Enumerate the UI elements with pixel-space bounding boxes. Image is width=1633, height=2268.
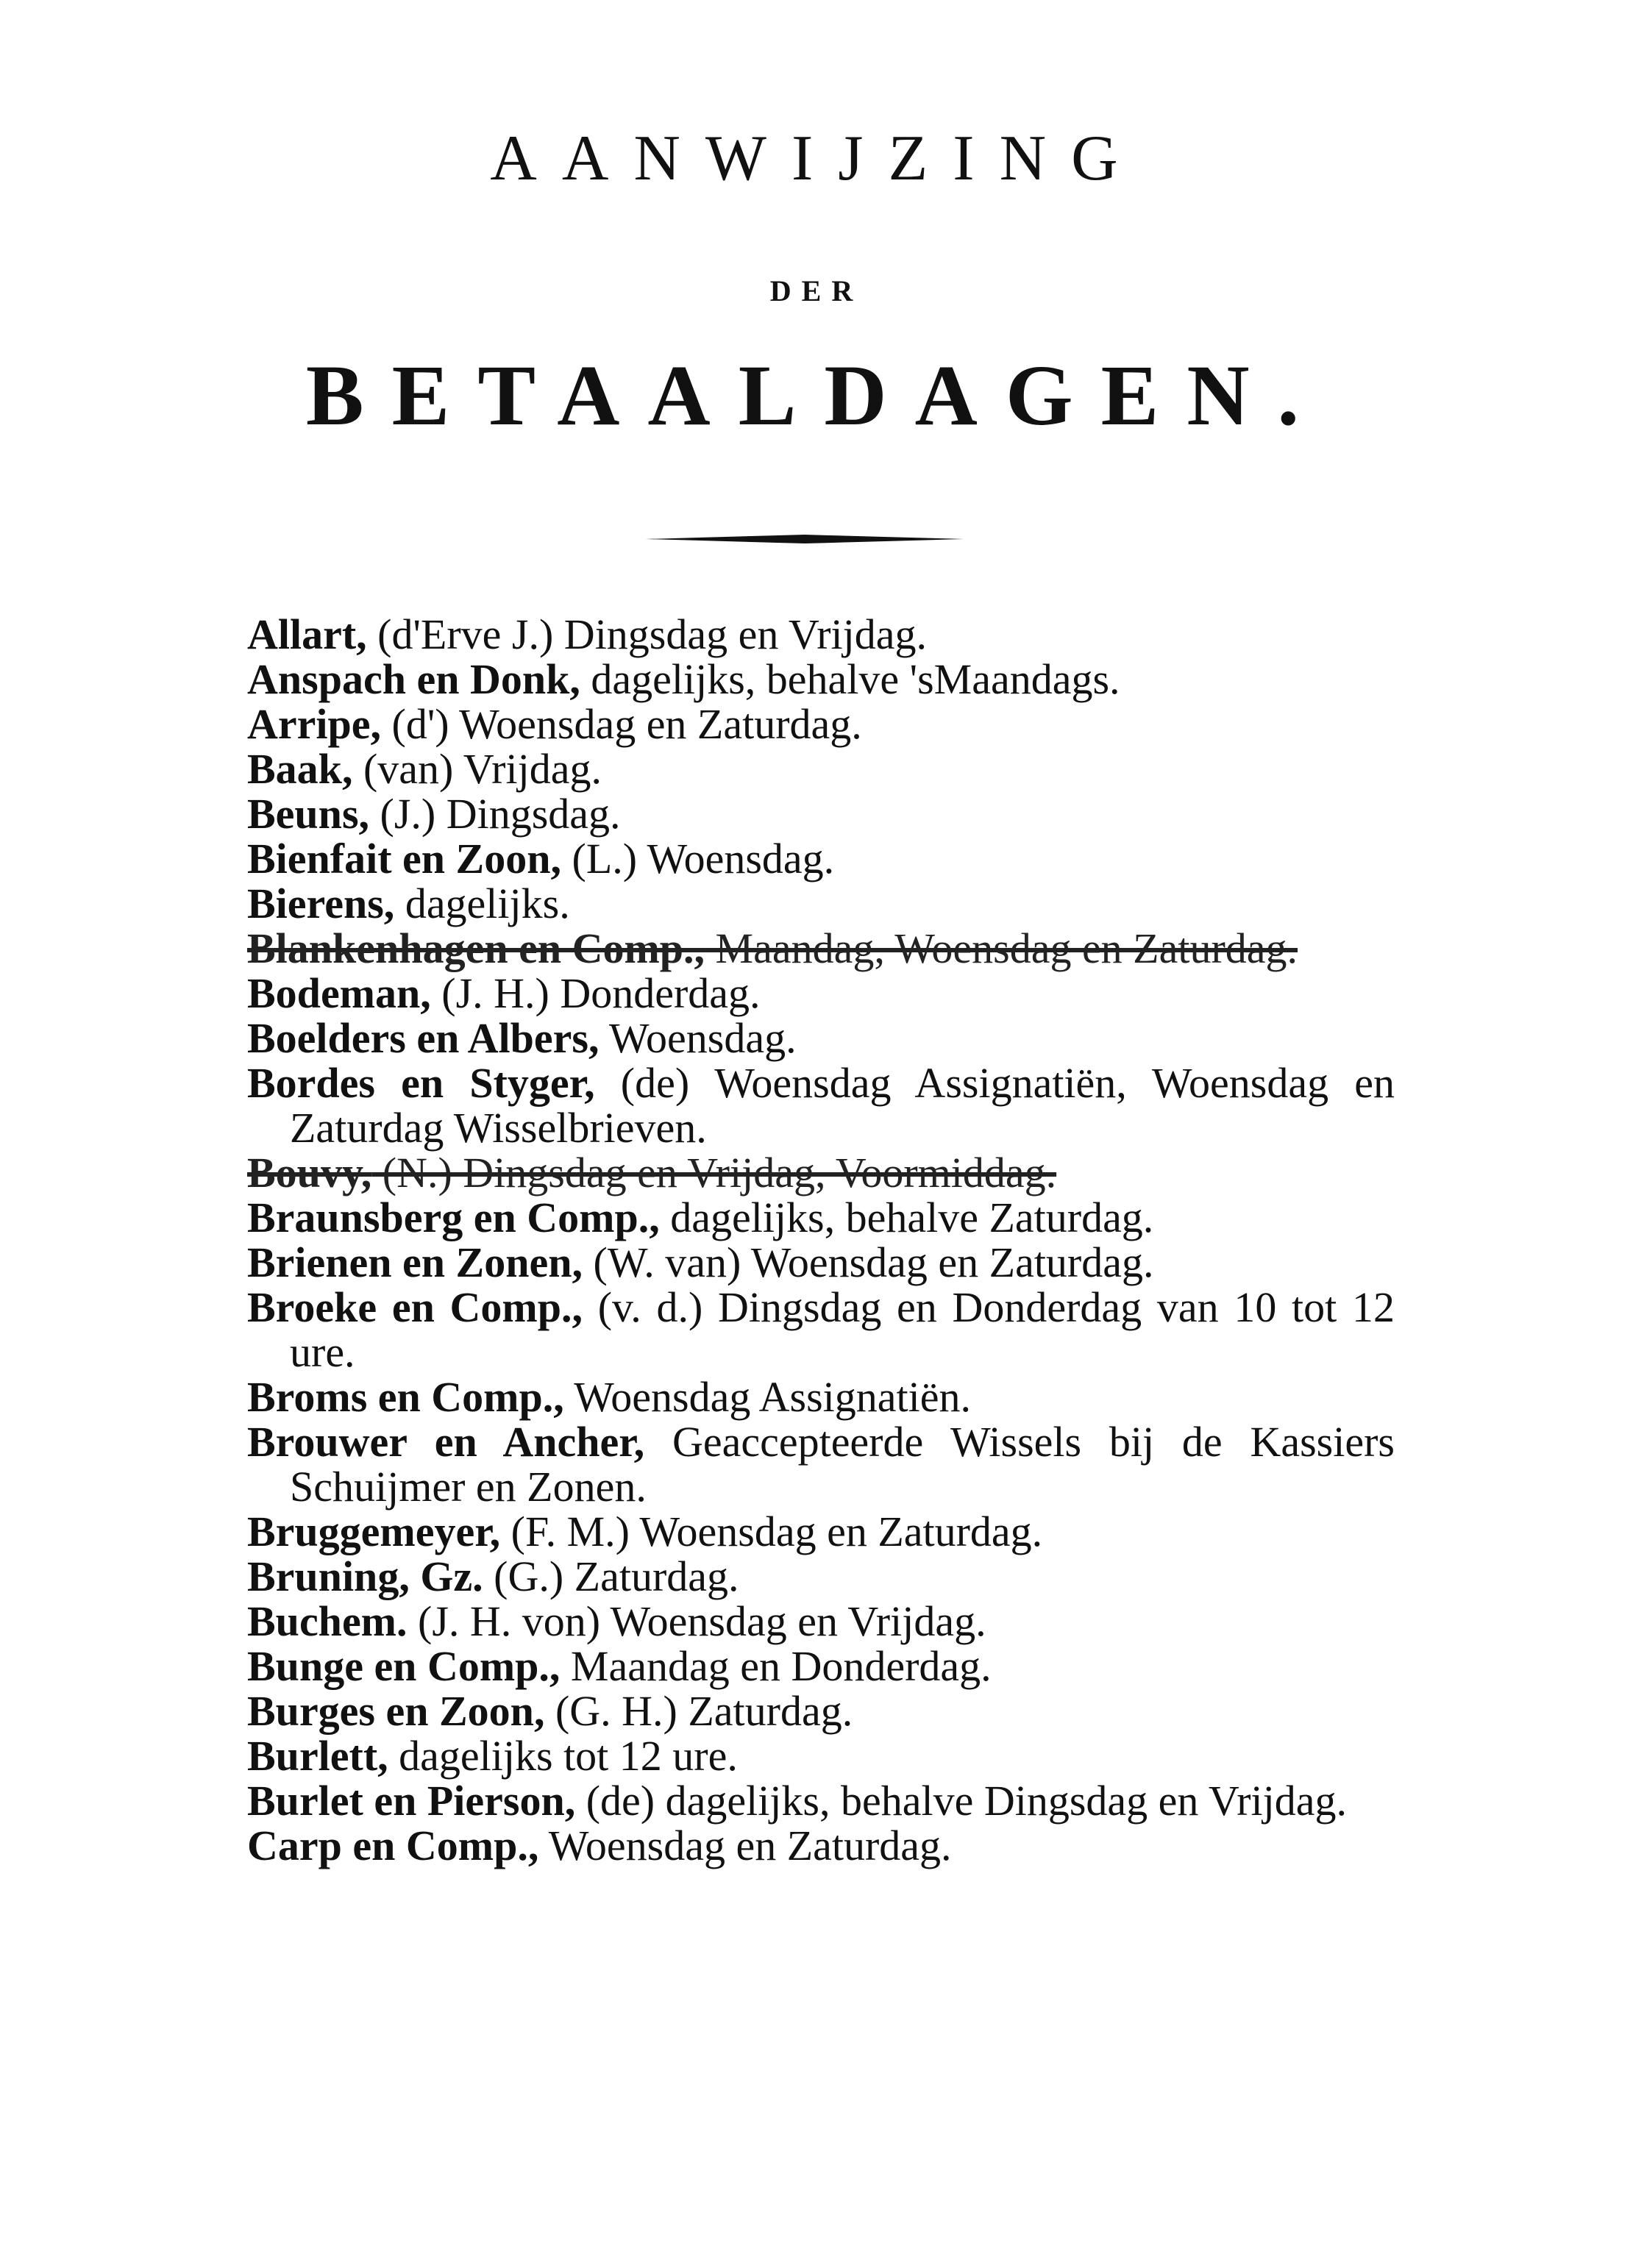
list-item: [247, 1778, 1395, 1823]
entry-detail: Geaccepteerde Wissels bij de Kassiers Schuijmer en Zonen.: [290, 1418, 1395, 1511]
entry-detail: (d') Woensdag en Zaturdag.: [381, 700, 862, 748]
entry-detail: (van) Vrijdag.: [352, 745, 602, 793]
list-item: [247, 657, 1395, 702]
entry-detail: (J. H.) Donderdag.: [430, 969, 761, 1017]
list-item: [247, 612, 1395, 657]
entry-name: Bouvy,: [247, 1149, 372, 1197]
entry-detail: (F. M.) Woensdag en Zaturdag.: [500, 1508, 1043, 1555]
entry-name: Beuns,: [247, 790, 370, 838]
entry-name: Bordes en Styger,: [247, 1059, 595, 1107]
list-item: [247, 791, 1395, 836]
entry-name: Carp en Comp.,: [247, 1822, 539, 1869]
title-line-3: BETAALDAGEN.: [305, 347, 1328, 443]
entry-name: Broeke en Comp.,: [247, 1283, 583, 1331]
list-item: [247, 1733, 1395, 1778]
ornamental-rule: [646, 534, 964, 544]
entry-detail: (G. H.) Zaturdag.: [544, 1687, 853, 1735]
list-item: [247, 1688, 1395, 1733]
entry-name: Burlet en Pierson,: [247, 1777, 576, 1825]
list-item: [247, 1644, 1395, 1688]
list-item: [247, 1195, 1395, 1240]
entry-detail: Woensdag.: [599, 1014, 797, 1062]
entry-name: Burlett,: [247, 1732, 388, 1780]
entry-detail: (N.) Dingsdag en Vrijdag, Voormiddag.: [371, 1149, 1057, 1197]
list-item-struck: [247, 926, 1395, 971]
entry-detail: (J. H. von) Woensdag en Vrijdag.: [407, 1597, 986, 1645]
list-item: [247, 1554, 1395, 1599]
entry-name: Arripe,: [247, 700, 381, 748]
entry-detail: (L.) Woensdag.: [561, 835, 835, 882]
entry-detail: dagelijks.: [394, 880, 570, 927]
entry-detail: (W. van) Woensdag en Zaturdag.: [583, 1238, 1154, 1286]
list-item-struck: [247, 1150, 1395, 1195]
entry-detail: dagelijks tot 12 ure.: [388, 1732, 738, 1780]
entry-detail: (d'Erve J.) Dingsdag en Vrijdag.: [366, 610, 928, 658]
entry-name: Brienen en Zonen,: [247, 1238, 583, 1286]
list-item: [247, 1509, 1395, 1554]
entry-detail: (G.) Zaturdag.: [483, 1552, 739, 1600]
entry-detail: (de) dagelijks, behalve Dingsdag en Vrijdag.: [575, 1777, 1348, 1825]
entry-name: Boelders en Albers,: [247, 1014, 600, 1062]
entry-name: Brouwer en Ancher,: [247, 1418, 645, 1466]
entry-detail: Maandag, Woensdag en Zaturdag.: [705, 924, 1298, 972]
entry-name: Anspach en Donk,: [247, 655, 580, 703]
payment-days-list: [247, 612, 1395, 1868]
entry-name: Bunge en Comp.,: [247, 1642, 561, 1690]
entry-detail: (v. d.) Dingsdag en Donderdag van 10 tot 12 ure.: [290, 1283, 1395, 1376]
entry-detail: dagelijks, behalve 'sMaandags.: [580, 655, 1120, 703]
entry-detail: (J.) Dingsdag.: [369, 790, 621, 838]
entry-name: Bruggemeyer,: [247, 1508, 501, 1555]
list-item: [247, 1240, 1395, 1285]
list-item: [247, 1823, 1395, 1868]
entry-name: Baak,: [247, 745, 353, 793]
title-line-2: DER: [769, 274, 864, 307]
list-item: [247, 1419, 1395, 1509]
entry-detail: Woensdag Assignatiën.: [563, 1373, 971, 1421]
entry-detail: dagelijks, behalve Zaturdag.: [659, 1194, 1154, 1241]
list-item: [247, 1374, 1395, 1419]
entry-name: Bierens,: [247, 880, 395, 927]
list-item: [247, 702, 1395, 746]
entry-name: Bienfait en Zoon,: [247, 835, 561, 882]
entry-name: Buchem.: [247, 1597, 408, 1645]
entry-name: Burges en Zoon,: [247, 1687, 545, 1735]
entry-detail: Woensdag en Zaturdag.: [538, 1822, 952, 1869]
entry-name: Braunsberg en Comp.,: [247, 1194, 660, 1241]
entry-name: Bruning, Gz.: [247, 1552, 483, 1600]
entry-name: Allart,: [247, 610, 367, 658]
list-item: [247, 1060, 1395, 1150]
list-item: [247, 1599, 1395, 1644]
list-item: [247, 836, 1395, 881]
list-item: [247, 971, 1395, 1016]
list-item: [247, 746, 1395, 791]
entry-detail: Maandag en Donderdag.: [560, 1642, 992, 1690]
entry-name: Broms en Comp.,: [247, 1373, 564, 1421]
list-item: [247, 881, 1395, 926]
list-item: [247, 1016, 1395, 1060]
title-line-1: AANWIJZING: [490, 123, 1143, 194]
entry-name: Bodeman,: [247, 969, 431, 1017]
list-item: [247, 1285, 1395, 1374]
entry-detail: (de) Woensdag Assignatiën, Woensdag en Zaturdag Wisselbrieven.: [290, 1059, 1395, 1152]
entry-name: Blankenhagen en Comp.,: [247, 924, 705, 972]
